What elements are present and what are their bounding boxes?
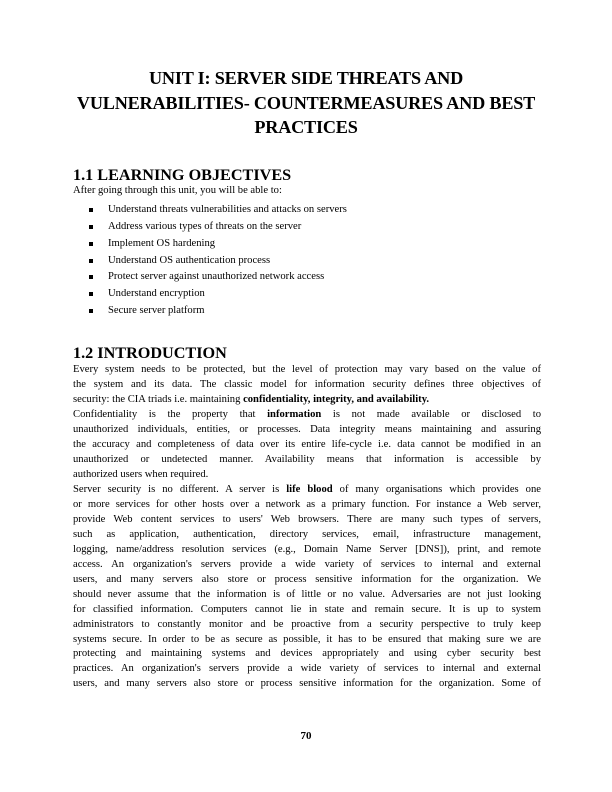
paragraph-text: Confidentiality is the property that [73,409,268,420]
objectives-intro [73,184,541,199]
unit-title-line-1: UNIT I: SERVER SIDE THREATS AND [148,68,464,88]
list-item [73,253,347,270]
bullet-icon [89,208,93,212]
bullet-icon [89,292,93,296]
paragraph-line: or more services for other hosts over a network as a primary function. For instance a Web server, [73,498,541,510]
paragraph-line: protecting and maintaining systems and devices appropriately and using cyber security best [73,648,541,660]
paragraph-line: administrators to constantly monitor and be proactive from a security perspective to truly keep [73,618,541,630]
paragraph-line: unauthorized or undetected manner. Availability means that information is accessible by [73,453,541,465]
paragraph-text: of many organisations which provides one [332,484,541,495]
bullet-icon [89,225,93,229]
bullet-icon [89,275,93,279]
introduction-paragraph-1 [73,363,541,408]
list-item-text: Protect server against unauthorized network access [108,271,325,283]
list-item [73,286,347,303]
unit-title-line-2: VULNERABILITIES- COUNTERMEASURES AND BEST [76,92,536,113]
paragraph-line: unauthorized individuals, entities, or processes. Data integrity means maintaining and assuring [73,423,541,435]
paragraph-line: authorized users when required. [73,468,209,480]
paragraph-line: logging, name/address resolution services (e.g., Domain Name Server [DNS]), print, and remote [73,543,541,555]
paragraph-line [73,393,541,408]
page-number: 70 [300,730,312,742]
list-item-text: Understand threats vulnerabilities and attacks on servers [108,204,347,215]
list-item [73,219,347,236]
paragraph-line: the accuracy and completeness of data over its entire life-cycle i.e. data cannot be modified in an [73,438,541,450]
life-blood-term: life blood [286,484,333,495]
list-item-text: Secure server platform [108,305,205,317]
paragraph-line [73,483,541,498]
paragraph-line: for classified information. Computers cannot lie in state and remain secure. It is up to system [73,603,541,615]
bullet-icon [89,242,93,246]
list-item [73,202,347,219]
paragraph-line: users, and many servers also store or process sensitive information for the organization. Some of [73,678,541,690]
unit-title [64,66,548,140]
paragraph-line [73,408,541,423]
introduction-paragraph-2 [73,408,541,483]
paragraph-text: security: the CIA triads i.e. maintaining [73,393,244,405]
objectives-heading: 1.1 LEARNING OBJECTIVES [73,166,292,184]
paragraph-line: practices. An organization's servers provide a wide variety of services to internal and external [73,663,541,675]
introduction-paragraph-3 [73,483,541,692]
list-item-text: Address various types of threats on the server [108,220,302,232]
bullet-icon [89,309,93,313]
information-term: information [267,409,322,420]
paragraph-line: should never assume that the information is of little or no value. Adversaries are not just looking [73,588,541,600]
list-item-text: Understand OS authentication process [108,254,271,266]
paragraph-line: such as application, authentication, directory services, email, infrastructure management, [73,528,541,540]
introduction-heading: 1.2 INTRODUCTION [73,344,227,362]
list-item [73,236,347,253]
bullet-icon [89,259,93,263]
list-item [73,269,347,286]
paragraph-line: the system and its data. The classic model for information security defines three objectives of [73,378,541,390]
paragraph-text: Server security is no different. A server is [73,484,287,495]
list-item-text: Understand encryption [108,288,205,300]
paragraph-line: systems secure. In order to be as secure as possible, it has to be ensured that making sure we are [73,633,541,645]
list-item-text: Implement OS hardening [108,237,216,249]
list-item [73,303,347,320]
objectives-list [73,202,347,320]
paragraph-line: users, and many servers also store or process sensitive information for the organization. We [73,573,541,585]
cia-terms: confidentiality, integrity, and availability. [243,393,430,405]
paragraph-line: Every system needs to be protected, but the level of protection may vary based on the value of [73,364,541,375]
paragraph-line: provide Web content services to users' Web browsers. There are many such types of servers, [73,513,541,525]
objectives-intro-text: After going through this unit, you will be able to: [73,185,282,196]
paragraph-text: is not made available or disclosed to [321,409,541,420]
paragraph-line: access. An organization's servers provide a wide variety of services to internal and external [73,558,541,570]
unit-title-line-3: PRACTICES [254,117,358,137]
